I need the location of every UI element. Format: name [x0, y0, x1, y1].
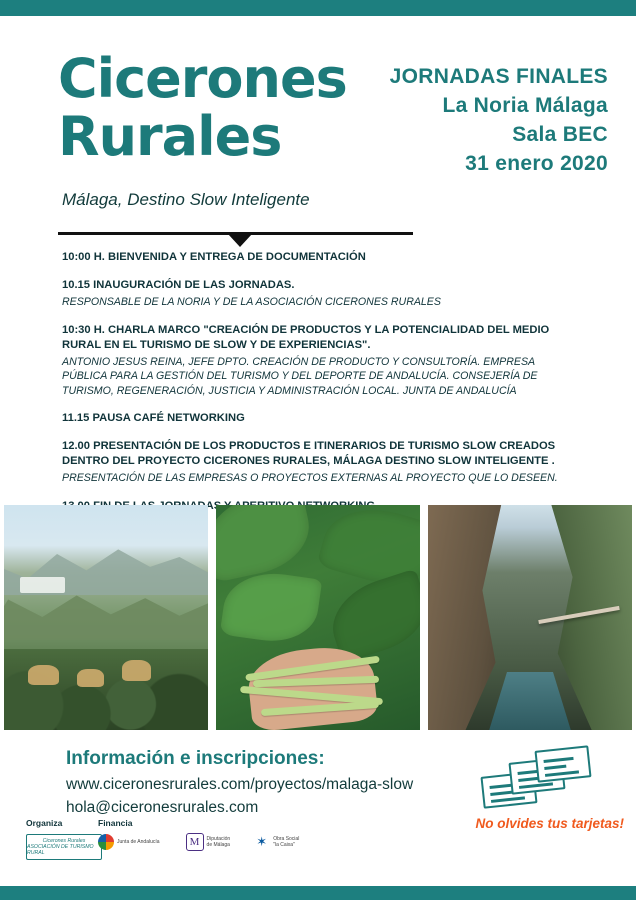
green-beans-in-hands-photo — [216, 505, 420, 730]
goat-shape — [28, 665, 59, 685]
bottom-accent-band — [0, 886, 636, 900]
leaf-shape — [220, 566, 322, 646]
financia-logo-row — [98, 833, 358, 851]
white-village-shape — [20, 577, 65, 593]
financia-label: Financia — [98, 818, 133, 828]
logo-text — [207, 836, 231, 848]
poster-header — [0, 40, 636, 230]
sierra-village-landscape-photo — [4, 505, 208, 730]
programme-description: RESPONSABLE DE LA NORIA Y DE LA ASOCIACIÓN CICERONES RURALES — [62, 296, 441, 308]
card-shape — [534, 745, 591, 782]
contact-heading: Información e inscripciones: — [66, 748, 325, 769]
obra-social-lacaixa-logo — [256, 835, 299, 849]
logo-line-2: "la Caixa" — [273, 842, 295, 848]
event-line-2: La Noria Málaga — [442, 94, 608, 117]
card-line — [490, 791, 512, 796]
card-line — [519, 782, 553, 788]
email-link[interactable]: hola@ciceronesrurales.com — [66, 799, 259, 816]
diputacion-m-icon: M — [186, 833, 204, 851]
list-item — [62, 439, 582, 486]
programme-description: PRESENTACIÓN DE LAS EMPRESAS O PROYECTOS EXTERNAS AL PROYECTO QUE LO DESEEN. — [62, 472, 558, 484]
programme-list — [62, 250, 582, 527]
card-line — [545, 770, 579, 776]
programme-title: PAUSA CAFÉ NETWORKING — [92, 412, 245, 424]
logo-line-1: Diputación — [206, 836, 231, 842]
programme-description: ANTONIO JESUS REINA, JEFE DPTO. CREACIÓN DE PRODUCTO Y CONSULTORÍA. EMPRESA PÚBLICA PARA LA GESTIÓN DEL TURISMO Y DEL DEPORTE DE ANDALUCÍA. CONSEJERÍA DE TURISMO, REGENERACIÓN, JUSTICIA Y ADMINISTRACIÓN LOCAL. JUNTA DE ANDALUCÍA — [62, 355, 538, 397]
gorge-walkway-photo — [428, 505, 632, 730]
logo-line-1: Junta de Andalucía — [117, 839, 160, 845]
programme-time: 11.15 — [62, 412, 90, 424]
programme-title: CHARLA MARCO "CREACIÓN DE PRODUCTOS Y LA POTENCIALIDAD DEL MEDIO RURAL EN EL TURISMO DE SLOW Y DE EXPERIENCIAS". — [62, 323, 550, 351]
title-line-1: Cicerones — [58, 47, 347, 110]
event-details — [390, 62, 608, 178]
footer-logos — [0, 818, 636, 888]
event-line-1: JORNADAS FINALES — [389, 65, 608, 88]
programme-time: 10:30 H. — [62, 323, 105, 336]
organiza-label: Organiza — [26, 818, 63, 828]
financia-column — [98, 818, 358, 851]
programme-heading — [62, 250, 582, 265]
programme-title: PRESENTACIÓN DE LOS PRODUCTOS E ITINERARIOS DE TURISMO SLOW CREADOS DENTRO DEL PROYECTO CICERONES RURALES, MÁLAGA DESTINO SLOW INTELIGENTE . — [62, 440, 556, 467]
event-line-3: Sala BEC — [512, 123, 608, 146]
leaf-shape — [216, 505, 317, 583]
page-title — [58, 47, 347, 168]
logo-text — [117, 839, 160, 845]
list-item — [62, 250, 582, 265]
programme-time: 10:00 H. — [62, 251, 105, 263]
triangle-down-icon — [228, 234, 252, 247]
logo-name: Cicerones Rurales — [42, 838, 86, 844]
junta-andalucia-logo — [98, 834, 160, 850]
cicerones-rurales-logo — [26, 834, 102, 860]
logo-line-2: de Málaga — [206, 842, 230, 848]
river-shape — [489, 672, 571, 731]
card-line — [491, 796, 525, 802]
business-cards-icon — [480, 748, 592, 810]
website-link[interactable]: www.ciceronesrurales.com/proyectos/malaga-slow — [66, 776, 414, 793]
programme-heading — [62, 278, 582, 293]
diputacion-malaga-logo — [186, 833, 231, 851]
logo-line-1: Obra Social — [273, 836, 300, 842]
vegetation-shape — [4, 649, 208, 730]
title-line-2: Rurales — [58, 105, 282, 168]
photo-strip — [0, 505, 636, 730]
programme-title: BIENVENIDA Y ENTREGA DE DOCUMENTACIÓN — [108, 251, 366, 263]
card-line — [543, 757, 573, 763]
logo-tagline: ASOCIACIÓN DE TURISMO RURAL — [27, 844, 94, 856]
logo-text — [273, 836, 299, 848]
lacaixa-star-icon: ✶ — [256, 834, 268, 849]
list-item — [62, 411, 582, 426]
top-accent-band — [0, 0, 636, 16]
list-item — [62, 278, 582, 310]
poster-subtitle: Málaga, Destino Slow Inteligente — [62, 190, 310, 209]
card-line — [544, 765, 566, 770]
event-line-4: 31 enero 2020 — [465, 152, 608, 175]
programme-heading — [62, 439, 582, 469]
goat-shape — [77, 669, 104, 687]
programme-heading — [62, 411, 582, 426]
programme-time: 10.15 — [62, 279, 90, 291]
programme-heading — [62, 323, 582, 353]
andalucia-swirl-icon — [98, 834, 114, 850]
cards-note: No olvides tus tarjetas! — [475, 816, 624, 831]
list-item — [62, 323, 582, 399]
section-divider — [0, 228, 636, 252]
goat-shape — [122, 660, 151, 680]
programme-title: INAUGURACIÓN DE LAS JORNADAS. — [93, 279, 295, 291]
programme-time: 12.00 — [62, 440, 90, 452]
